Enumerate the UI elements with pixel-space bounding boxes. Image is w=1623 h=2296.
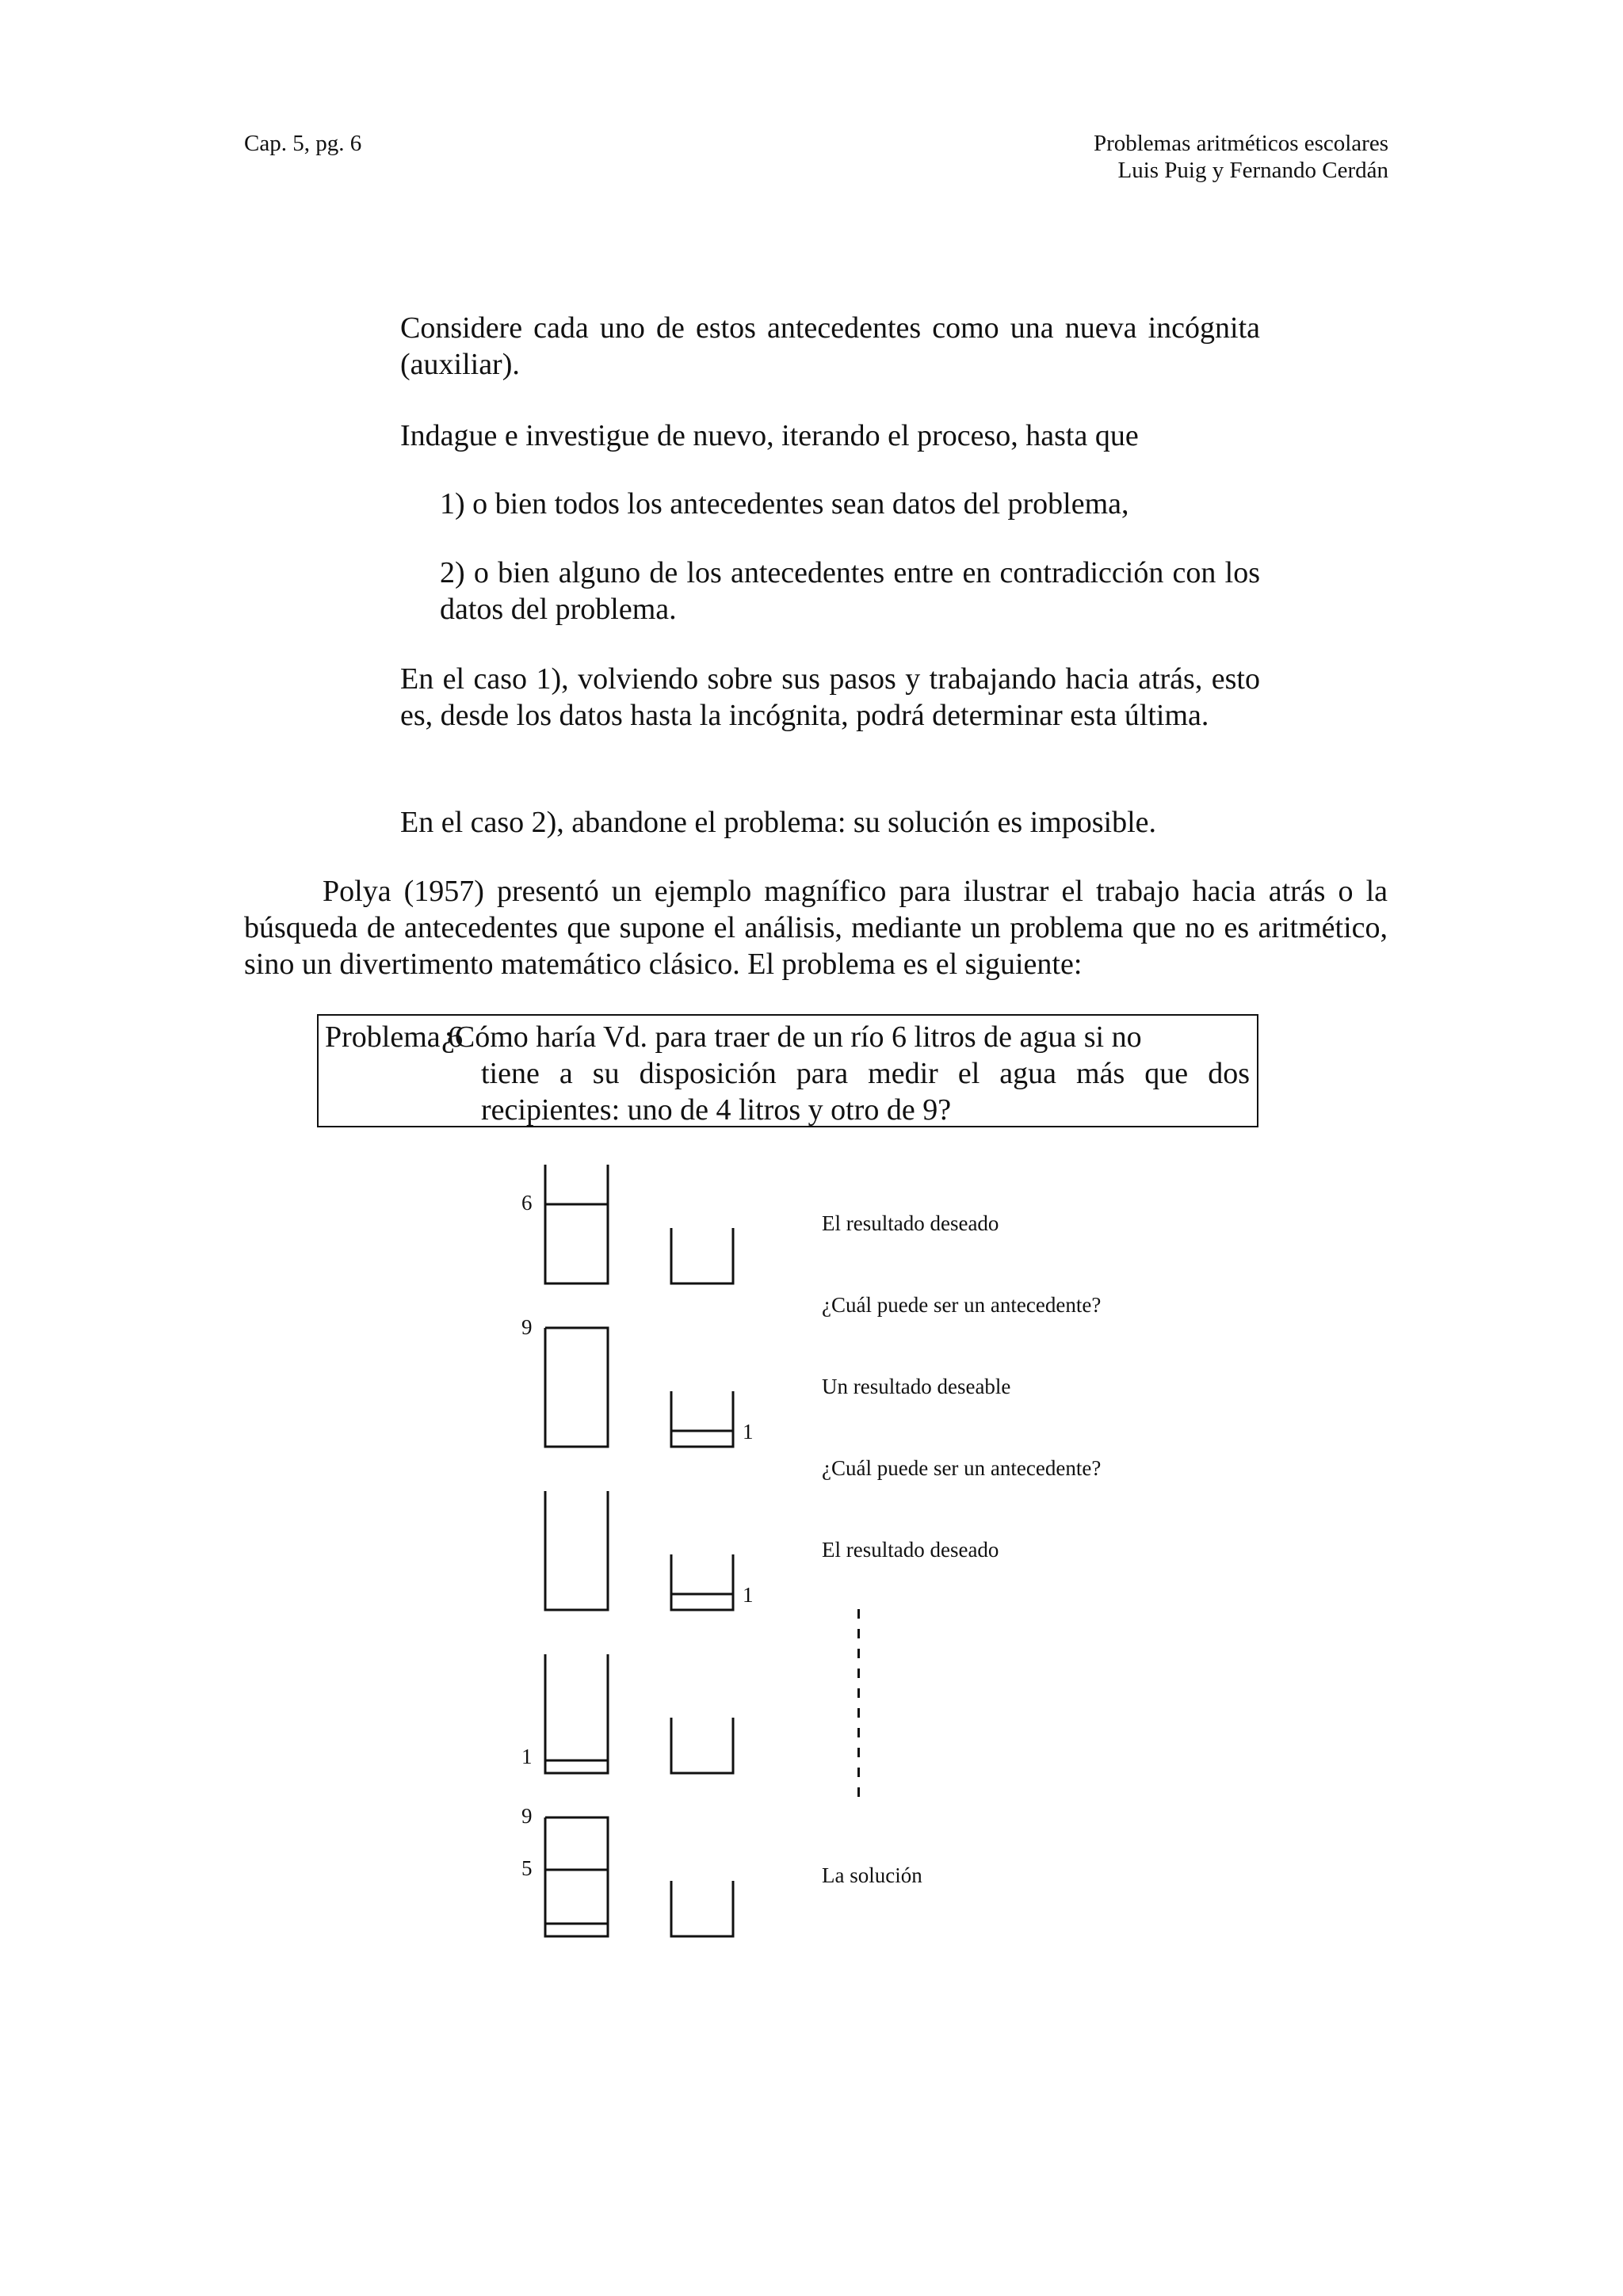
dot (857, 1669, 860, 1678)
paragraph-polya: Polya (1957) presentó un ejemplo magnífico para ilustrar el trabajo hacia atrás o la búsqueda de antecedentes que supone el análisis, mediante un problema que no es aritmético, sino un divertimento matemático clásico. El problema es el siguiente: (244, 875, 1388, 981)
dot (857, 1787, 860, 1797)
ellipsis-dots (857, 1609, 860, 1797)
header-book-title: Problemas aritméticos escolares (1093, 131, 1388, 156)
level-label-9: 9 (521, 1315, 533, 1339)
level-label-1: 1 (521, 1745, 533, 1768)
problem-line-rest: tiene a su disposición para medir el agua más que dos recipientes: uno de 4 litros y otro de 9? (481, 1057, 1250, 1127)
problem-label: Problema 6 (325, 1020, 464, 1054)
paragraph-text: Indague e investigue de nuevo, iterando el proceso, hasta que (400, 419, 1139, 452)
list-item-text: 1) o bien todos los antecedentes sean datos del problema, (440, 487, 1129, 521)
level-label-6: 6 (521, 1191, 533, 1215)
step-label-desired-result: El resultado deseado (822, 1211, 999, 1235)
paragraph-text: Considere cada uno de estos antecedentes como una nueva incógnita (auxiliar). (400, 311, 1260, 381)
step-label-solution: La solución (822, 1863, 922, 1887)
dot (857, 1609, 860, 1619)
level-label-1: 1 (743, 1420, 754, 1444)
step-label-question: ¿Cuál puede ser un antecedente? (822, 1293, 1102, 1317)
level-label-9: 9 (521, 1804, 533, 1828)
step-label-question: ¿Cuál puede ser un antecedente? (822, 1456, 1102, 1480)
dot (857, 1768, 860, 1777)
dot (857, 1748, 860, 1757)
dot (857, 1728, 860, 1737)
paragraph-text: En el caso 1), volviendo sobre sus pasos y trabajando hacia atrás, esto es, desde los datos hasta la incógnita, podrá determinar esta última. (400, 662, 1260, 732)
step-label-desired-result: El resultado deseado (822, 1538, 999, 1562)
level-label-1: 1 (743, 1583, 754, 1607)
step-label-desirable-result: Un resultado deseable (822, 1375, 1011, 1398)
jug-9-row5 (545, 1817, 608, 1936)
jug-9-row2 (545, 1328, 608, 1447)
jug-4-row1 (671, 1228, 733, 1283)
header-chapter-page: Cap. 5, pg. 6 (244, 131, 362, 156)
dot (857, 1688, 860, 1698)
dot (857, 1629, 860, 1638)
jug-9-row4 (545, 1654, 608, 1773)
jug-4-row4 (671, 1718, 733, 1773)
jug-9-row1 (545, 1165, 608, 1283)
header-authors: Luis Puig y Fernando Cerdán (1117, 158, 1388, 183)
jug-9-row3 (545, 1491, 608, 1610)
paragraph-text: En el caso 2), abandone el problema: su solución es imposible. (400, 806, 1156, 839)
dot (857, 1649, 860, 1658)
level-label-5: 5 (521, 1856, 533, 1880)
jug-4-row2 (671, 1391, 733, 1447)
jug-4-row3 (671, 1554, 733, 1610)
dot (857, 1708, 860, 1718)
jug-4-row5 (671, 1881, 733, 1936)
list-item-text: 2) o bien alguno de los antecedentes entre en contradicción con los datos del problema. (440, 556, 1260, 626)
problem-line-1: ¿Cómo haría Vd. para traer de un río 6 litros de agua si no (441, 1020, 1142, 1054)
